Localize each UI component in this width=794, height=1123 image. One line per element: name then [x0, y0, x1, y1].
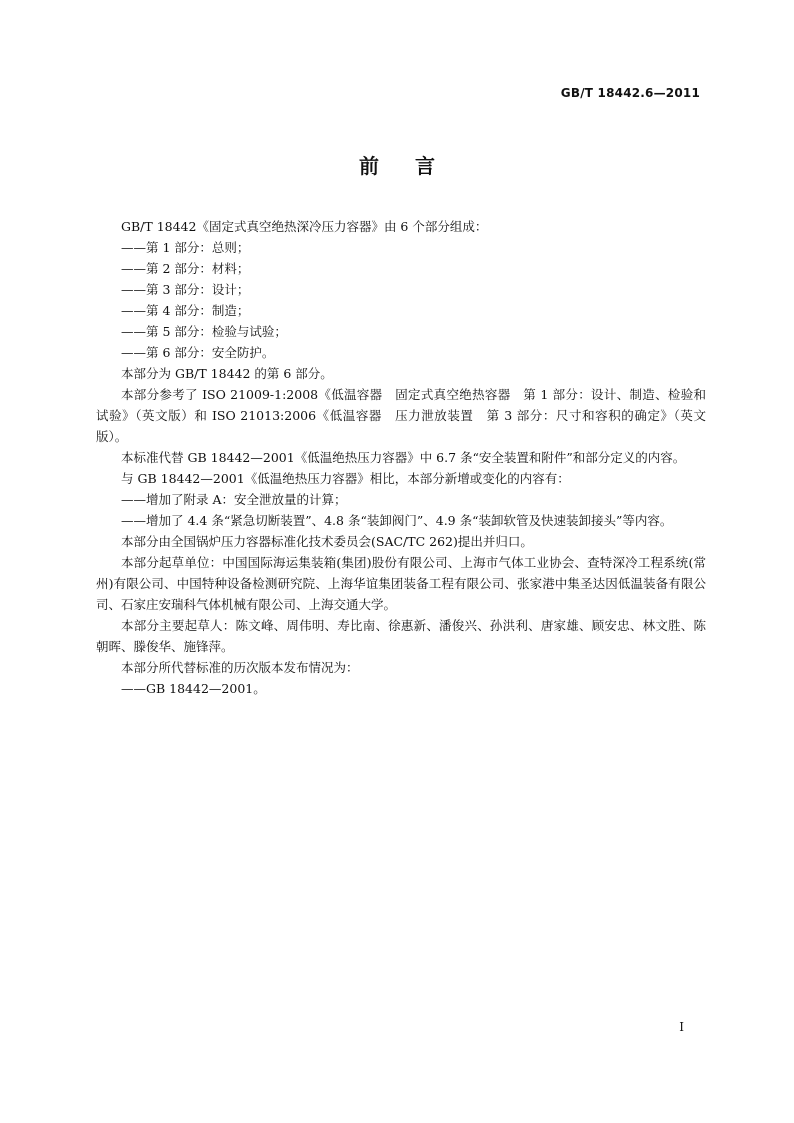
- paragraph-intro: GB/T 18442《固定式真空绝热深冷压力容器》由 6 个部分组成：: [121, 219, 488, 234]
- list-item-part-2: ——第 2 部分：材料；: [121, 261, 250, 276]
- paragraph-proposed-by: 本部分由全国锅炉压力容器标准化技术委员会(SAC/TC 262)提出并归口。: [121, 534, 533, 549]
- paragraph-drafting-units: 本部分起草单位：中国国际海运集装箱(集团)股份有限公司、上海市气体工业协会、查特深冷工程系统(常州)有限公司、中国特种设备检测研究院、上海华谊集团装备工程有限公司、张家港中集圣达因低温装备有限公司、石家庄安瑞科气体机械有限公司、上海交通大学。: [96, 555, 706, 612]
- list-item-change-1: ——增加了附录 A：安全泄放量的计算；: [121, 492, 347, 507]
- list-item-part-5: ——第 5 部分：检验与试验；: [121, 324, 287, 339]
- paragraph-references: 本部分参考了 ISO 21009-1:2008《低温容器 固定式真空绝热容器 第 1 部分：设计、制造、检验和试验》（英文版）和 ISO 21013:2006《低温容器 压力泄放装置 第 3 部分：尺寸和容积的确定》（英文版）。: [96, 387, 706, 444]
- paragraph-history-intro: 本部分所代替标准的历次版本发布情况为：: [121, 660, 359, 675]
- list-item-part-4: ——第 4 部分：制造；: [121, 303, 250, 318]
- paragraph-replaces: 本标准代替 GB 18442—2001《低温绝热压力容器》中 6.7 条“安全装置和附件”和部分定义的内容。: [121, 450, 686, 465]
- paragraph-changes-intro: 与 GB 18442—2001《低温绝热压力容器》相比，本部分新增或变化的内容有：: [121, 471, 570, 486]
- standard-code-header: GB/T 18442.6—2011: [560, 86, 700, 100]
- list-item-change-2: ——增加了 4.4 条“紧急切断装置”、4.8 条“装卸阀门”、4.9 条“装卸软管及快速装卸接头”等内容。: [121, 513, 673, 528]
- list-item-part-1: ——第 1 部分：总则；: [121, 240, 250, 255]
- page-title: 前言: [359, 154, 471, 178]
- page-number: I: [679, 1020, 684, 1034]
- paragraph-this-part: 本部分为 GB/T 18442 的第 6 部分。: [121, 366, 333, 381]
- list-item-history-1: ——GB 18442—2001。: [121, 681, 266, 696]
- list-item-part-6: ——第 6 部分：安全防护。: [121, 345, 275, 360]
- list-item-part-3: ——第 3 部分：设计；: [121, 282, 250, 297]
- foreword-content: [96, 216, 706, 699]
- paragraph-drafters: 本部分主要起草人：陈文峰、周伟明、寿比南、徐惠新、潘俊兴、孙洪利、唐家雄、顾安忠、林文胜、陈朝晖、滕俊华、施锋萍。: [96, 618, 706, 654]
